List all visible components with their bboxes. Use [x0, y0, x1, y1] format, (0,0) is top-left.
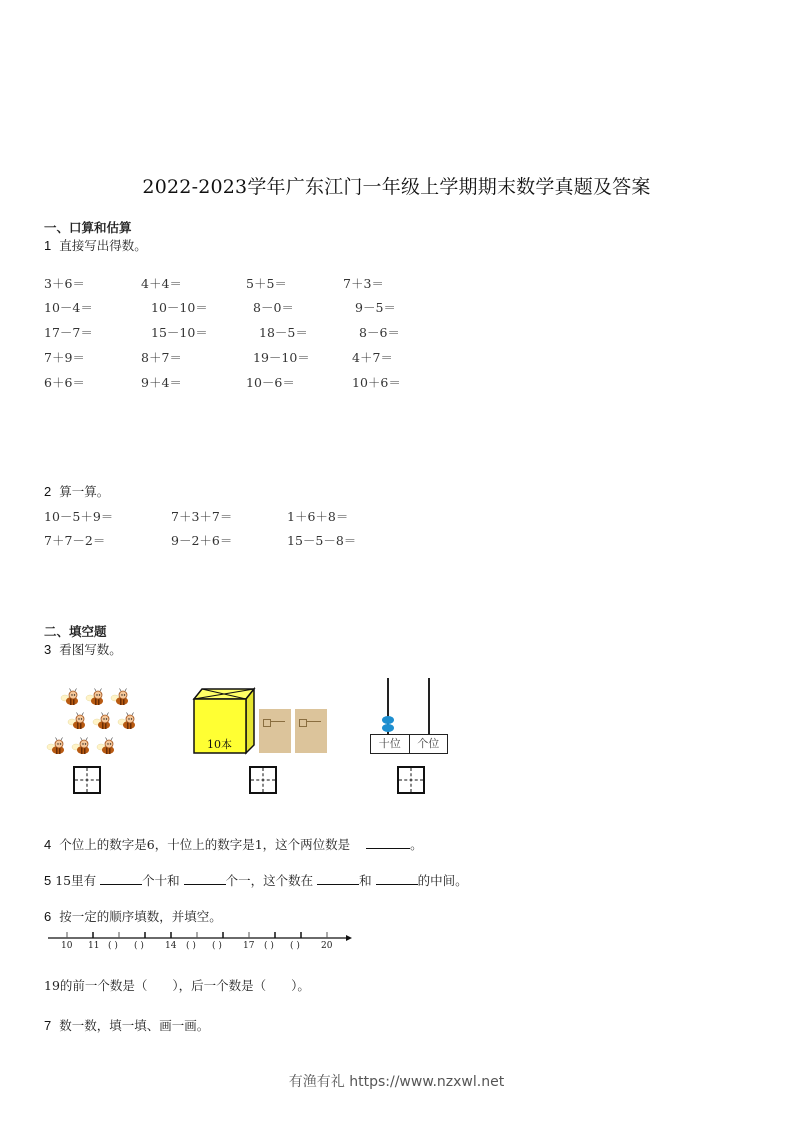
equation: 10＋6＝: [352, 375, 401, 390]
equation: 17－7＝: [44, 325, 93, 340]
question-text: 算一算。: [59, 484, 110, 499]
tick-blank[interactable]: ( ): [290, 941, 300, 951]
equation: 9＋4＝: [141, 375, 182, 390]
equation: 5＋5＝: [246, 276, 287, 291]
question-text: 的中间。: [417, 873, 468, 888]
ones-rod: [428, 678, 430, 734]
tick-label: 17: [243, 941, 255, 951]
tick-label: 14: [165, 941, 177, 951]
equation: 8－0＝: [253, 300, 294, 315]
equation: 10－4＝: [44, 300, 93, 315]
section-heading-1: 一、口算和估算: [44, 220, 132, 235]
question-text: 和: [359, 873, 372, 888]
bees-picture: [44, 685, 144, 765]
answer-box-books[interactable]: [249, 766, 277, 794]
tick-blank[interactable]: ( ): [134, 941, 144, 951]
ones-label: 个位: [417, 737, 440, 750]
equation: 3＋6＝: [44, 276, 85, 291]
number-line: [48, 928, 353, 954]
equation: 15－5－8＝: [287, 533, 357, 548]
notebook-icon: [295, 709, 327, 753]
books-picture: [192, 687, 332, 755]
question-1-prompt: [44, 236, 147, 254]
equation: 7＋7－2＝: [44, 533, 106, 548]
tick-label: 11: [88, 941, 100, 951]
question-text: 个位上的数字是6，十位上的数字是1，这个两位数是: [59, 837, 351, 852]
equation: 4＋4＝: [141, 276, 182, 291]
question-6-follow-up: 19的前一个数是（ ），后一个数是（ ）。: [44, 978, 310, 993]
equation: 18－5＝: [259, 325, 308, 340]
equation: 4＋7＝: [352, 350, 393, 365]
equation: 7＋3＝: [343, 276, 384, 291]
tick-label: 20: [321, 941, 333, 951]
question-text: 15里有: [55, 873, 97, 888]
equation: 9－5＝: [355, 300, 396, 315]
answer-blank[interactable]: [366, 836, 410, 849]
question-text: 个十和: [142, 873, 180, 888]
question-text: 看图写数。: [59, 642, 122, 657]
equation: 10－10＝: [151, 300, 208, 315]
abacus-picture: [370, 678, 450, 756]
bead-icon: [382, 716, 394, 724]
question-number: 2: [44, 484, 52, 499]
bead-icon: [382, 724, 394, 732]
question-text: 按一定的顺序填数，并填空。: [59, 909, 222, 924]
equation: 7＋3＋7＝: [171, 509, 233, 524]
equation: 10－5＋9＝: [44, 509, 114, 524]
tick-blank[interactable]: ( ): [108, 941, 118, 951]
footer-watermark: 有渔有礼 https://www.nzxwl.net: [288, 1074, 505, 1090]
answer-blank[interactable]: [376, 872, 418, 885]
section-heading-2: 二、填空题: [44, 624, 107, 639]
equation: 15－10＝: [151, 325, 208, 340]
equation: 19－10＝: [253, 350, 310, 365]
place-value-table: [370, 734, 448, 754]
equation: 1＋6＋8＝: [287, 509, 349, 524]
answer-box-abacus[interactable]: [397, 766, 425, 794]
tick-blank[interactable]: ( ): [264, 941, 274, 951]
answer-blank[interactable]: [184, 872, 226, 885]
answer-box-bees[interactable]: [73, 766, 101, 794]
equation: 10－6＝: [246, 375, 295, 390]
tens-label: 十位: [371, 735, 410, 753]
question-3-prompt: [44, 640, 122, 658]
tick-blank[interactable]: ( ): [186, 941, 196, 951]
tick-blank[interactable]: ( ): [212, 941, 222, 951]
number-line-labels: [48, 941, 353, 953]
question-text: 数一数，填一填、画一画。: [59, 1018, 210, 1033]
question-7-prompt: [44, 1016, 209, 1034]
question-5: [44, 871, 468, 889]
question-number: 6: [44, 909, 52, 924]
document-title: 2022-2023学年广东江门一年级上学期期末数学真题及答案: [142, 176, 651, 198]
question-number: 5: [44, 873, 52, 888]
question-6-prompt: [44, 907, 222, 925]
equation: 8＋7＝: [141, 350, 182, 365]
question-text: 直接写出得数。: [59, 238, 147, 253]
box-label: 10本: [207, 738, 232, 751]
equation: 7＋9＝: [44, 350, 85, 365]
answer-blank[interactable]: [100, 872, 142, 885]
equation: 9－2＋6＝: [171, 533, 233, 548]
question-number: 1: [44, 238, 52, 253]
answer-blank[interactable]: [317, 872, 359, 885]
question-text: 个一，这个数在: [225, 873, 314, 888]
equation: 8－6＝: [359, 325, 400, 340]
question-number: 3: [44, 642, 52, 657]
question-number: 4: [44, 837, 52, 852]
bee-icons: [44, 685, 144, 765]
question-2-prompt: [44, 482, 109, 500]
equation: 6＋6＝: [44, 375, 85, 390]
question-number: 7: [44, 1018, 52, 1033]
punctuation: 。: [410, 837, 423, 852]
question-4: [44, 835, 423, 853]
tick-label: 10: [61, 941, 73, 951]
notebook-icon: [259, 709, 291, 753]
